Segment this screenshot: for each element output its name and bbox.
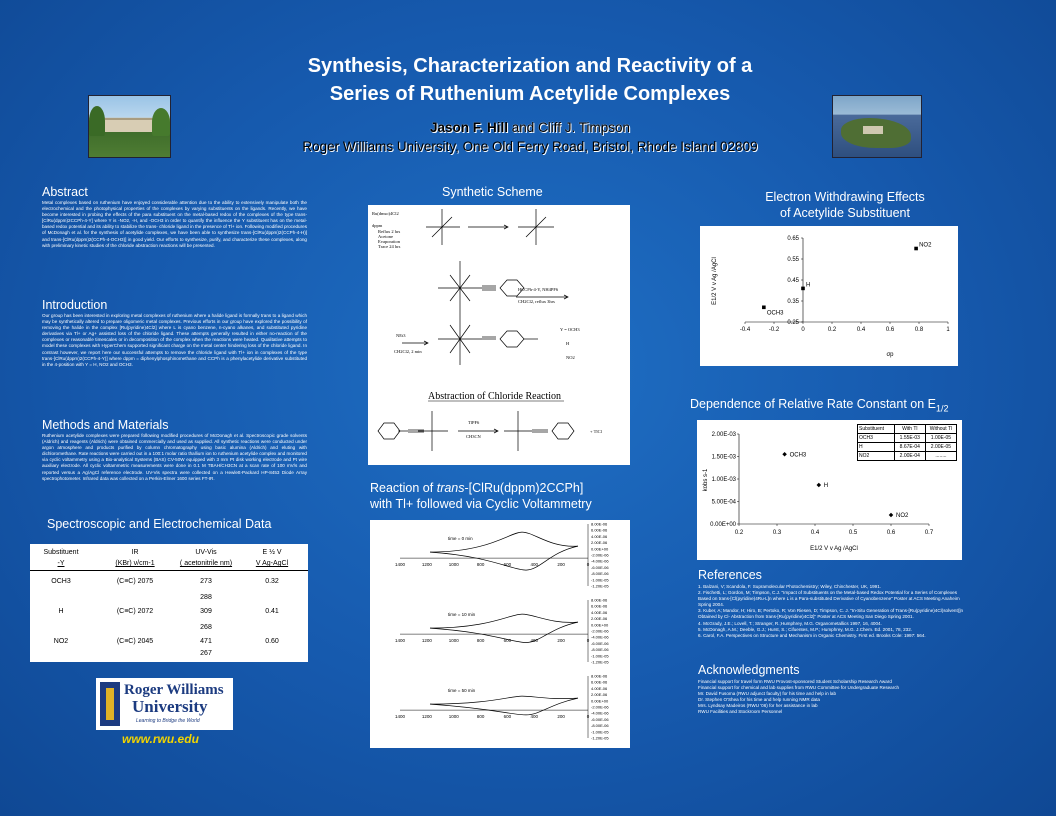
cv-x-tick-label: 1200 xyxy=(421,562,432,568)
ewd-heading: Electron Withdrawing Effects of Acetylide Substituent xyxy=(765,190,925,220)
y-axis-title: E1/2 V v Ag /AgCl xyxy=(712,257,718,305)
cv-x-tick-label: 1000 xyxy=(448,714,459,720)
acknowledgments-list xyxy=(698,679,968,716)
cv-y-tick-label: -6.00E-06 xyxy=(591,716,609,722)
x-tick-label: 0.3 xyxy=(772,530,782,536)
cv-x-tick-label: 200 xyxy=(557,562,565,568)
cv-y-tick-label: -1.20E-05 xyxy=(591,735,609,741)
rate-table xyxy=(857,424,957,461)
synthetic-scheme-figure xyxy=(368,205,630,465)
introduction-text: Our group has been interested in exploring metal complexes of ruthenium where a halide ligand is formally trans to a ligand which may be synthetically altered to prepare oligomeric metal complexes. Previous efforts in our group have explored the possibility of removing the halide in the complex [Ru(pyridine)4Cl2] where L is cyano benzene, n-cyano alkanes, and substituted pyridine derivatives via Tl+ or Ag+ assisted loss of the chloride ligand. These attempts generally resulted in either no-reaction of the complexes or reasonable timescales or in decomposition of the complex when the reactions were heated. Qualitative attempts to model these complexes with HyperChem supported significant charge on the metal center hindering loss of the chloride ligand. In contrast however, we report here our successful attempts to remove the chloride ligand with Tl+ ion in complexes of the type trans-[ClRu(dppm)2(CCPh-4-Y)] where dppm = diphenylphosphinomethane and CCPh is a phenylacetylide derivative substituted in the 4-position with Y = H, NO2 and OCH3. xyxy=(42,313,307,367)
cv-time-label: time = 0 min xyxy=(448,536,473,541)
cv-y-tick-label: -1.20E-05 xyxy=(591,659,609,665)
cv-figure xyxy=(370,520,630,748)
spectro-table: Substituent IR UV-Vis E ½ V -Y (KBr) ν/cm-1 ( acetonitrile nm) V Ag-AgCl OCH3 (C≡C) 2075 273 0.32 288 H (C≡C) 2072 309 0.41 268 NO2 (C≡C) 2045 471 0.60 267 xyxy=(30,544,308,662)
cv-y-tick-label: 8.00E-06 xyxy=(591,597,608,603)
cv-x-tick-label: 800 xyxy=(476,638,485,644)
cv-y-tick-label: -6.00E-06 xyxy=(591,564,609,570)
cv-time-label: time = 10 min xyxy=(448,612,476,617)
x-axis-title: σp xyxy=(886,352,894,358)
cv-x-tick-label: 1400 xyxy=(394,562,406,568)
cv-y-tick-label: -1.00E-05 xyxy=(591,729,609,735)
cv-y-tick-label: 8.00E-06 xyxy=(591,521,608,527)
x-tick-label: 0.5 xyxy=(848,530,858,536)
cv-y-tick-label: -4.00E-06 xyxy=(591,710,609,716)
cv-y-tick-label: 0.00E+00 xyxy=(591,698,609,704)
cv-y-tick-label: 6.00E-06 xyxy=(591,679,608,685)
x-tick-label: 0.4 xyxy=(856,327,866,333)
scheme-text: CH2Cl2, reflux 3hrs xyxy=(518,299,555,304)
x-tick-label: 0.2 xyxy=(734,530,744,536)
cv-y-tick-label: -2.00E-06 xyxy=(591,552,609,558)
rate-heading: Dependence of Relative Rate Constant on $E_{1/2}$ xyxy=(690,397,949,414)
cv-y-tick-label: -2.00E-06 xyxy=(591,628,609,634)
scheme-text: NEt3 xyxy=(396,333,406,338)
point-label: OCH3 xyxy=(766,310,784,317)
point-label: H xyxy=(806,282,811,289)
cv-x-tick-label: 1200 xyxy=(421,714,432,720)
cv-x-tick-label: 0 xyxy=(586,562,590,568)
rate-table-header: Substituent With Tl Without Tl xyxy=(858,425,956,434)
introduction-heading: Introduction xyxy=(42,298,108,312)
data-point xyxy=(762,306,766,310)
scheme-text: Acetone xyxy=(378,234,393,239)
cyclic-voltammogram-stack xyxy=(370,520,630,748)
x-tick-label: 0.8 xyxy=(914,327,924,333)
x-tick-label: 0.7 xyxy=(924,530,934,536)
acknowledgment-item: RWU Facilities and Stockroom Personnel xyxy=(698,709,783,715)
scheme-text: Y = OCH3 xyxy=(560,327,580,332)
cv-y-tick-label: 4.00E-06 xyxy=(591,685,608,691)
cv-x-tick-label: 1000 xyxy=(448,562,459,568)
point-label: NO2 xyxy=(919,242,932,249)
y-axis-title: kobs s-1 xyxy=(703,468,709,492)
cv-x-tick-label: 1200 xyxy=(421,638,432,644)
scheme-text: dppm xyxy=(372,223,383,228)
cv-y-tick-label: -8.00E-06 xyxy=(591,723,609,729)
y-tick-label: 5.00E-04 xyxy=(711,499,736,506)
x-tick-label: -0.2 xyxy=(768,327,780,333)
point-label: NO2 xyxy=(896,513,909,519)
acknowledgment-item: Dr. Stephen O'Shea for his time and help running NMR data xyxy=(698,697,820,703)
scheme-text: NO2 xyxy=(566,355,575,360)
y-tick-label: 0.45 xyxy=(787,278,799,284)
cv-y-tick-label: -8.00E-06 xyxy=(591,647,609,653)
references-list xyxy=(698,584,968,639)
acknowledgment-item: Mrs. Lyndsay Madeiros (RWU '06) for her assistance in lab xyxy=(698,703,818,709)
cv-trace-cathodic xyxy=(430,698,578,715)
reference-item: 3. Kuber, A; Mandor, H; Hiro, B; Pertoko, R; Von Riesen, D; Timpson, C. J. "In-Situ Generation of Trans-[Ru(pyridine)4Cl(solvent)]n Obtained by Cl- Abstraction from trans-[Ru(pyridine)4Cl2]" Poster at ACS Meeting San Diego Spring 2001. xyxy=(698,608,964,620)
cv-x-tick-label: 400 xyxy=(530,638,539,644)
cv-x-tick-label: 800 xyxy=(476,714,485,720)
point-label: H xyxy=(823,482,829,489)
x-tick-label: 0.6 xyxy=(885,327,895,333)
y-tick-label: 0.65 xyxy=(787,236,799,242)
cv-y-tick-label: -4.00E-06 xyxy=(591,558,609,564)
cv-y-tick-label: -8.00E-06 xyxy=(591,571,609,577)
scheme-text: CH2Cl2, 2 min xyxy=(394,349,422,354)
x-tick-label: -0.4 xyxy=(739,327,751,333)
poster-title: Synthesis, Characterization and Reactivity of a Series of Ruthenium Acetylide Complexes xyxy=(307,55,753,105)
rwu-url-link[interactable]: www.rwu.edu xyxy=(122,732,199,746)
abstract-heading: Abstract xyxy=(42,185,88,199)
cv-x-tick-label: 200 xyxy=(557,638,565,644)
methods-heading: Methods and Materials xyxy=(42,418,169,432)
x-tick-label: 0.6 xyxy=(886,530,896,536)
ewd-scatter-chart xyxy=(700,226,958,366)
x-tick-label: 0 xyxy=(801,327,805,333)
scheme-text: CH3CN xyxy=(466,434,481,439)
x-tick-label: 0.2 xyxy=(827,327,837,333)
rate-table-row: OCH3 1.55E-03 1.00E-05 xyxy=(858,434,956,443)
reference-item: 6. Carol, F.A. Perspectives on Structure and Mechanism in Organic Chemistry. First ed. Brooks Cole: 1997: 564. xyxy=(698,632,926,638)
cv-x-tick-label: 1000 xyxy=(448,638,459,644)
reference-item: 5. McDonagh, A.M.; Deeble, G.J.; Hurst, S.; Cifuentes, M.P.; Humphrey, M.G. J.Chem. Ed. 2001, 78, 232. xyxy=(698,626,913,632)
abstract-text: Metal complexes based on ruthenium have enjoyed considerable attention due to the ability to extensively manipulate both the electrochemical and the photophysical properties of the complexes by varying substituents on the ligands. Recently, we have become interested in probing the effects of the para substituent on the metal-based redox of the complexes of the type trans-[ClRu(dppm)2CCPh-4-Y] where Y is -NO2, -H, and -OCH3 in order to quantify the influence the Y substituent has on the metal-based redox potential and its ability to stabilize the trans- chloride ligand in the presence of Tl+ ion. Following modified procedures of McDonagh et al. for the synthesis of acetylide complexes, we have been able to synthesize trans-[ClRu(dppm)2(CCPh-4-H)] and trans-[ClRu(dppm)2(CCPh-4-OCH3)] in good yield. Our efforts to synthesize, purify, and characterize these complexes, along with preliminary kinetic studies of the chloride abstraction reactions will be presented. xyxy=(42,200,307,248)
cv-x-tick-label: 600 xyxy=(503,638,512,644)
y-tick-label: 0.25 xyxy=(787,320,799,326)
scheme-text: Ru(dmso)4Cl2 xyxy=(372,211,399,216)
y-tick-label: 1.50E-03 xyxy=(711,454,736,461)
cv-time-label: time = 50 min xyxy=(448,688,476,693)
data-point xyxy=(801,287,805,291)
cv-caption: Reaction of trans-[ClRu(dppm)2CCPh] with Tl+ followed via Cyclic Voltammetry xyxy=(370,481,592,511)
cv-y-tick-label: 4.00E-06 xyxy=(591,533,608,539)
acknowledgments-heading: Acknowledgments xyxy=(698,663,800,677)
rate-chart-panel xyxy=(697,420,962,560)
data-point xyxy=(889,513,894,518)
cv-y-tick-label: 0.00E+00 xyxy=(591,622,609,628)
y-tick-label: 0.35 xyxy=(787,299,799,305)
cv-y-tick-label: 2.00E-06 xyxy=(591,692,608,698)
scheme-text: + TlCl xyxy=(590,429,602,434)
data-point xyxy=(782,452,787,457)
scheme-text: TlPF6 xyxy=(468,420,480,425)
cv-y-tick-label: -1.00E-05 xyxy=(591,653,609,659)
rate-table-row: H 8.67E-04 2.00E-05 xyxy=(858,443,956,452)
rate-table-row: NO2 2.00E-04 ........ xyxy=(859,453,947,459)
x-axis-title: E1/2 V v Ag /AgCl xyxy=(810,546,858,552)
scheme-text: Reflux 2 hrs xyxy=(378,229,401,234)
cv-y-tick-label: -1.20E-05 xyxy=(591,583,609,589)
cv-y-tick-label: 6.00E-06 xyxy=(591,603,608,609)
ewd-chart-panel xyxy=(700,226,958,366)
scheme-text: Trace 24 hrs xyxy=(378,244,401,249)
reference-item: 4. McGrady, J.E.; Lovell, T.; Stranger, R.;Humphrey, M.G. Organometallics 1997, 16, 4004. xyxy=(698,620,882,626)
point-label: OCH3 xyxy=(789,452,807,459)
cv-y-tick-label: -2.00E-06 xyxy=(591,704,609,710)
abstraction-title: Abstraction of Chloride Reaction xyxy=(428,391,562,402)
cv-trace-anodic xyxy=(430,696,578,704)
cv-x-tick-label: 1400 xyxy=(394,714,406,720)
cv-y-tick-label: 6.00E-06 xyxy=(591,527,608,533)
acknowledgment-item: Financial support for travel form RWU Provost-sponsored Student Scholarship Research Award xyxy=(698,679,892,684)
cv-x-tick-label: 0 xyxy=(586,638,590,644)
scheme-text: HCCPh-4-Y, NH4PF6 xyxy=(518,287,559,292)
references-heading: References xyxy=(698,568,762,582)
y-tick-label: 0.00E+00 xyxy=(710,522,736,528)
acknowledgment-item: Mr. David Fusoma (RWU adjunct faculty) for his time and help in lab xyxy=(698,691,837,697)
authors: Jason F. Hill and Cliff J. Timpson xyxy=(429,120,631,135)
affiliation: Roger Williams University, One Old Ferry Road, Bristol, Rhode Island 02809 xyxy=(302,139,758,154)
table-subheader: -Y (KBr) ν/cm-1 ( acetonitrile nm) V Ag-AgCl xyxy=(30,560,308,571)
data-point xyxy=(817,483,822,488)
cv-y-tick-label: 2.00E-06 xyxy=(591,616,608,622)
reaction-scheme-diagram xyxy=(368,205,630,465)
cv-y-tick-label: -4.00E-06 xyxy=(591,634,609,640)
campus-photo-left xyxy=(88,95,171,158)
cv-y-tick-label: 8.00E-06 xyxy=(591,673,608,679)
cv-y-tick-label: -1.00E-05 xyxy=(591,577,609,583)
cv-y-tick-label: 4.00E-06 xyxy=(591,609,608,615)
y-tick-label: 2.00E-03 xyxy=(711,432,736,438)
cv-y-tick-label: -6.00E-06 xyxy=(591,640,609,646)
data-point xyxy=(914,247,918,251)
rwu-logo: Roger Williams University Learning to Bridge the World xyxy=(96,678,233,730)
cv-x-tick-label: 1400 xyxy=(394,638,406,644)
cv-x-tick-label: 0 xyxy=(586,714,590,720)
cv-y-tick-label: 2.00E-06 xyxy=(591,540,608,546)
acknowledgment-item: Financial support for chemical and lab supplies from RWU Committee for Undergraduate Research xyxy=(698,685,900,691)
spectro-heading: Spectroscopic and Electrochemical Data xyxy=(47,517,272,531)
cv-x-tick-label: 600 xyxy=(503,562,512,568)
cv-x-tick-label: 600 xyxy=(503,714,512,720)
scheme-text: Evaporation xyxy=(378,239,400,244)
cv-y-tick-label: 0.00E+00 xyxy=(591,546,609,552)
reference-item: 1. Balzani, V; Scandola, F. Supramolecular Photochemistry; Wiley, Chinchester, UK, 1991. xyxy=(698,584,882,589)
y-tick-label: 0.55 xyxy=(787,257,799,263)
methods-text: Ruthenium acetylide complexes were prepared following modified procedures of McDonagh et al. Spectroscopic grade solvents (Aldrich) and reagents (Aldrich) were obtained commercially and used as supplied. All synthetic reactions were conducted under argon atmosphere and products purified by column chromatography using basic alumina (Aldrich) and eluting with dichloromethane. Rate reactions were carried out in a 100:1 molar ratio thallium ion to ruthenium acetylide complex and monitored via cyclic voltammetry using a Bio-analytical Systems (BAS) CV-50W equipped with 3 mm Pt disk working electrode and Pt wire auxiliary electrode. All cyclic voltammetric measurements were done in 0.1 M TBAH/CH3CN at a scan rate of 100 mV/s and reported versus a Ag/AgCl reference electrode. UV-Vis spectra were collected on a Hewlett-Packard HP-8453 Diode Array spectrophotometer. Infrared data was collected on a Perkin-Elmer 1600 series FT-IR. xyxy=(42,433,307,481)
cv-x-tick-label: 400 xyxy=(530,562,539,568)
reference-item: 2. Fischetti, L; Gordon, M; Timpson, C.J. "Impact of Substituents on the Metal-based Redox Potential for a Series of Complexes Based on trans-[Cl(pyridine)4Ru-L]n where L is a Para-substituted Derivative of Cyanobenzene" Poster at ACS Meeting Anaheim Spring 2004. xyxy=(698,590,960,608)
x-tick-label: 0.4 xyxy=(810,530,820,536)
x-tick-label: 1 xyxy=(946,327,950,333)
y-tick-label: 1.00E-03 xyxy=(711,477,736,483)
cv-x-tick-label: 800 xyxy=(476,562,485,568)
cv-x-tick-label: 200 xyxy=(557,714,565,720)
synthetic-scheme-heading: Synthetic Scheme xyxy=(442,185,543,199)
scheme-text: H xyxy=(566,341,570,346)
cv-x-tick-label: 400 xyxy=(530,714,539,720)
